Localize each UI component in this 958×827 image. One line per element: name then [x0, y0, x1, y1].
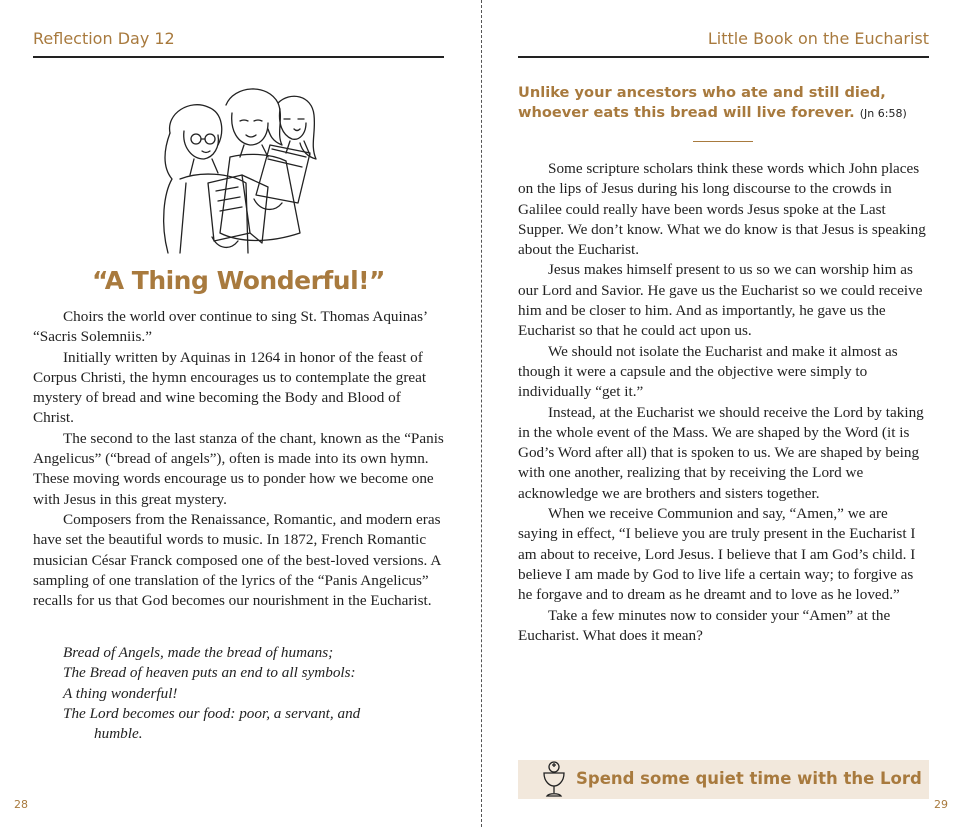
paragraph: Take a few minutes now to consider your “Amen” at the Eucharist. What does it mean? — [518, 606, 891, 644]
poem-line: The Bread of heaven puts an end to all symbols: — [63, 664, 356, 682]
poem-line: Bread of Angels, made the bread of humans; — [63, 644, 334, 661]
paragraph: Composers from the Renaissance, Romantic, and modern eras have set the beautiful words to music. In 1872, French Romantic musician César Franck composed one of the best-loved versions. A sampling of one translation of the lyrics of the “Panis Angelicus” recalls for us that God becomes our nourishment in the Eucharist. — [33, 510, 441, 610]
right-page — [482, 0, 958, 827]
paragraph: Initially written by Aquinas in 1264 in honor of the feast of Corpus Christi, the hymn encourages us to contemplate the great mystery of bread and wine becoming the Body and Blood of Christ. — [33, 348, 427, 427]
hymn-excerpt — [63, 643, 423, 744]
header-rule-right — [518, 56, 929, 58]
quote-text: Unlike your ancestors who ate and still died, whoever eats this bread will live forever. — [518, 84, 886, 121]
choir-singers-illustration — [150, 83, 330, 263]
paragraph: Choirs the world over continue to sing St. Thomas Aquinas’ “Sacris Solemniis.” — [33, 308, 427, 346]
reflection-callout — [518, 760, 929, 799]
poem-line: humble. — [94, 725, 143, 743]
running-header-left: Reflection Day 12 — [33, 29, 175, 48]
paragraph: Instead, at the Eucharist we should receive the Lord by taking in the whole event of the Mass. We are shaped by the Word (it is God’s Word after all) that is spoken to us. We are shaped by being with one another, realizing that by receiving the Lord we acknowledge we are brothers and sisters together. — [518, 403, 924, 502]
poem-line: A thing wonderful! — [63, 684, 178, 702]
scripture-quote — [518, 83, 929, 124]
page-number-left: 28 — [14, 798, 28, 811]
paragraph: We should not isolate the Eucharist and make it almost as though it were a capsule and the objective were simply to individually “get it.” — [518, 342, 898, 401]
callout-text: Spend some quiet time with the Lord — [576, 769, 922, 788]
paragraph: Some scripture scholars think these words which John places on the lips of Jesus during his long discourse to the crowds in Galilee could really have been words Jesus spoke at the Last Supper. We don’t know. What we do know is that Jesus is speaking about the Eucharist. — [518, 160, 926, 259]
paragraph: Jesus makes himself present to us so we can worship him as our Lord and Savior. He gave us the Eucharist so we could receive him and be closer to him. And as importantly, he gave us the Eucharist so that he could act upon us. — [518, 261, 923, 340]
header-rule-left — [33, 56, 444, 58]
page-number-right: 29 — [934, 798, 948, 811]
right-body-text — [518, 159, 929, 646]
paragraph: The second to the last stanza of the chant, known as the “Panis Angelicus” (“bread of angels”), often is made into its own hymn. These moving words encourage us to ponder how we become one with Jesus in this great mystery. — [33, 429, 444, 508]
poem-line: The Lord becomes our food: poor, a servant, and — [63, 704, 361, 722]
running-header-right: Little Book on the Eucharist — [707, 29, 929, 48]
quote-divider — [693, 141, 753, 142]
quote-reference: (Jn 6:58) — [859, 107, 907, 120]
chalice-host-icon — [540, 760, 568, 800]
paragraph: When we receive Communion and say, “Amen,” we are saying in effect, “I believe you are truly present in the Eucharist I am about to receive, Lord Jesus. I believe that I am God’s child. I believe I am made by God to live life a certain way; to forgive as he forgave and to dream as he dreamt and to love as he loved.” — [518, 505, 916, 604]
left-body-text — [33, 307, 444, 611]
article-title: “A Thing Wonderful!” — [92, 266, 385, 295]
